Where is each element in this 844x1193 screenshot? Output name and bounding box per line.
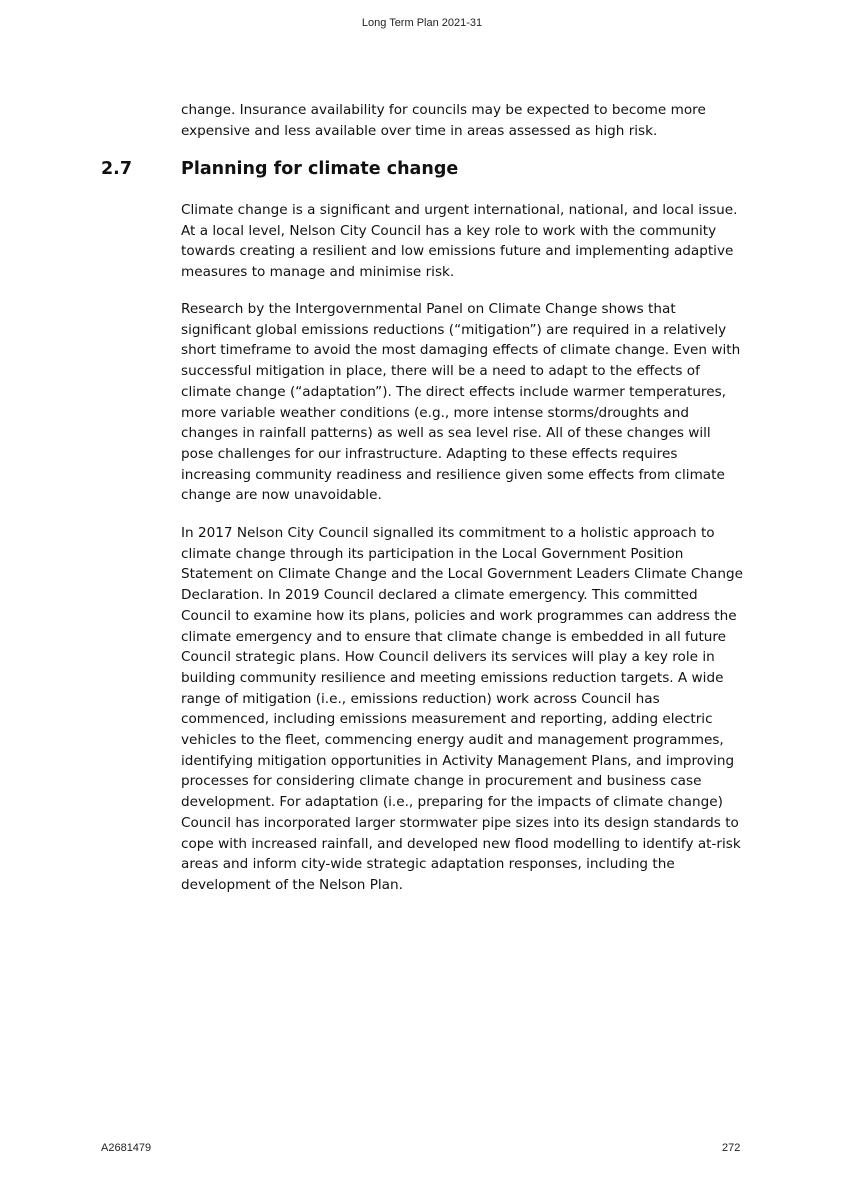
continuation-paragraph: change. Insurance availability for councils may be expected to become more expensive and less available over time in areas assessed as high risk. [181, 102, 706, 139]
page-header: Long Term Plan 2021-31 [361, 17, 483, 29]
section-title: Planning for climate change [181, 159, 459, 179]
document-id: A2681479 [101, 1142, 152, 1154]
section-number: 2.7 [101, 159, 133, 179]
paragraph-commitment: In 2017 Nelson City Council signalled its commitment to a holistic approach to climate change through its participation in the Local Government Position Statement on Climate Change and the Local Government Leaders Climate Change Declaration. In 2019 Council declared a climate emergency. This committed Council to examine how its plans, policies and work programmes can address the climate emergency and to ensure that climate change is embedded in all future Council strategic plans. How Council delivers its services will play a key role in building community resilience and meeting emissions reduction targets. A wide range of mitigation (i.e., emissions reduction) work across Council has commenced, including emissions measurement and reporting, adding electric vehicles to the fleet, commencing energy audit and management programmes, identifying mitigation opportunities in Activity Management Plans, and improving processes for considering climate change in procurement and business case development. For adaptation (i.e., preparing for the impacts of climate change) Council has incorporated larger stormwater pipe sizes into its design standards to cope with increased rainfall, and developed new flood modelling to identify at-risk areas and inform city-wide strategic adaptation responses, including the development of the Nelson Plan. [181, 525, 743, 893]
paragraph-intro: Climate change is a significant and urgent international, national, and local issue. At a local level, Nelson City Council has a key role to work with the community towards creating a resilient and low emissions future and implementing adaptive measures to manage and minimise risk. [181, 202, 738, 281]
paragraph-research: Research by the Intergovernmental Panel on Climate Change shows that significant global emissions reductions (“mitigation”) are required in a relatively short timeframe to avoid the most damaging effects of climate change. Even with successful mitigation in place, there will be a need to adapt to the effects of climate change (“adaptation”). The direct effects include warmer temperatures, more variable weather conditions (e.g., more intense storms/droughts and changes in rainfall patterns) as well as sea level rise. All of these changes will pose challenges for our infrastructure. Adapting to these effects requires increasing community readiness and resilience given some effects from climate change are now unavoidable. [181, 301, 741, 504]
page-number: 272 [722, 1142, 741, 1154]
